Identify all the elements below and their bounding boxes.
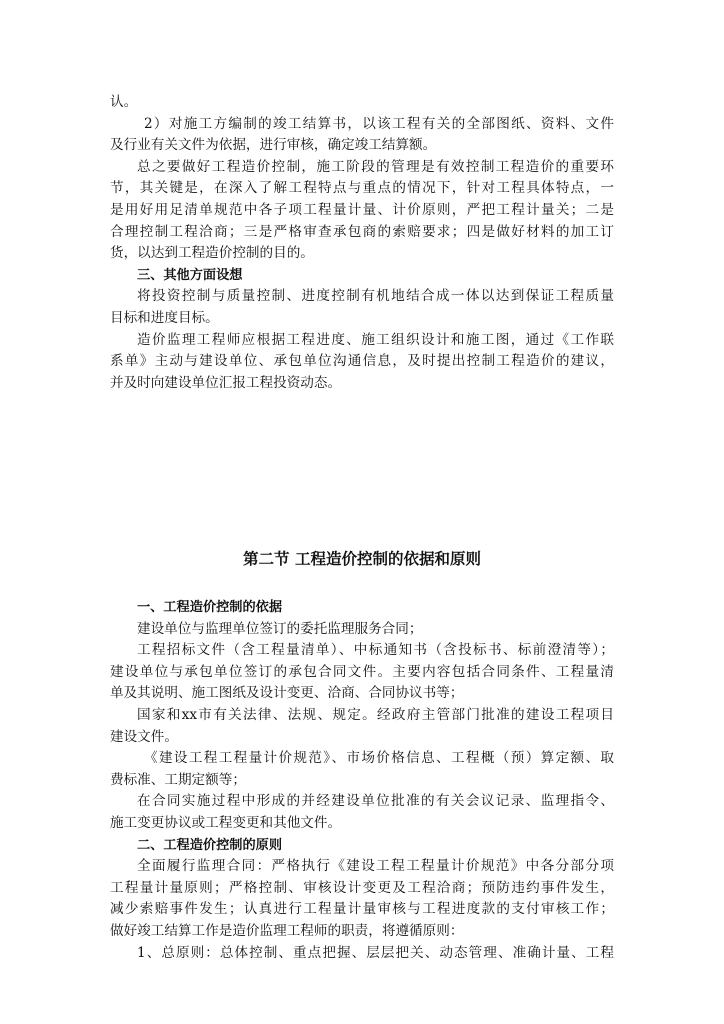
text-line: 1、总原则：总体控制、重点把握、层层把关、动态管理、准确计量、工程 [137,944,614,961]
text-line: 总之要做好工程造价控制，施工阶段的管理是有效控制工程造价的重要环 [137,158,614,175]
text-line: 货，以达到工程造价控制的目的。 [110,245,314,262]
text-line: 建设单位与监理单位签订的委托监理服务合同； [137,620,423,637]
text-line: 及行业有关文件为依据，进行审核，确定竣工结算额。 [110,137,437,154]
text-line: 系单》主动与建设单位、承包单位沟通信息，及时提出控制工程造价的建议， [110,353,614,370]
text-line: 建设单位与承包单位签订的承包合同文件。主要内容包括合同条件、工程量清 [110,663,614,680]
text-block-top [110,92,614,394]
subheading: 一、工程造价控制的依据 [137,600,283,615]
text-line: 工程招标文件（含工程量清单）、中标通知书（含投标书、标前澄清等）； [137,642,614,659]
text-block-bottom [110,597,614,964]
section-title: 第二节 工程造价控制的依据和原则 [243,550,481,568]
subheading: 二、工程造价控制的原则 [137,837,283,853]
subheading: 三、其他方面设想 [137,267,243,283]
text-line: 并及时向建设单位汇报工程投资动态。 [110,374,342,391]
text-line: 单及其说明、施工图纸及设计变更、洽商、合同协议书等； [110,685,464,702]
text-line: 目标和进度目标。 [110,309,219,326]
text-line: 《建设工程工程量计价规范》、市场价格信息、工程概（预）算定额、取 [144,750,614,767]
text-line: 费标准、工期定额等； [110,771,246,788]
text-line: 认。 [110,94,138,110]
text-line: 全面履行监理合同：严格执行《建设工程工程量计价规范》中各分部分项 [137,858,614,875]
text-line: 施工变更协议或工程变更和其他文件。 [110,814,342,831]
text-line: 做好竣工结算工作是造价监理工程师的职责，将遵循原则： [110,922,464,939]
text-line: 国家和xx市有关法律、法规、规定。经政府主管部门批准的建设工程项目 [137,706,614,723]
text-line: 合理控制工程洽商；三是严格审查承包商的索赔要求；四是做好材料的加工订 [110,223,614,240]
text-line: 造价监理工程师应根据工程进度、施工组织设计和施工图，通过《工作联 [137,331,614,348]
text-line: 在合同实施过程中形成的并经建设单位批准的有关会议记录、监理指令、 [137,793,614,810]
text-line: 是用好用足清单规范中各子项工程量计量、计价原则，严把工程计量关；二是 [110,201,614,218]
text-line: 建设文件。 [110,728,178,745]
text-line: 减少索赔事件发生；认真进行工程量计量审核与工程进度款的支付审核工作； [110,901,614,918]
text-line: 2）对施工方编制的竣工结算书，以该工程有关的全部图纸、资料、文件 [144,115,614,132]
text-line: 将投资控制与质量控制、进度控制有机地结合成一体以达到保证工程质量 [137,288,614,305]
text-line: 工程量计量原则；严格控制、审核设计变更及工程洽商；预防违约事件发生， [110,879,614,896]
text-line: 节，其关键是，在深入了解工程特点与重点的情况下，针对工程具体特点，一 [110,180,614,197]
